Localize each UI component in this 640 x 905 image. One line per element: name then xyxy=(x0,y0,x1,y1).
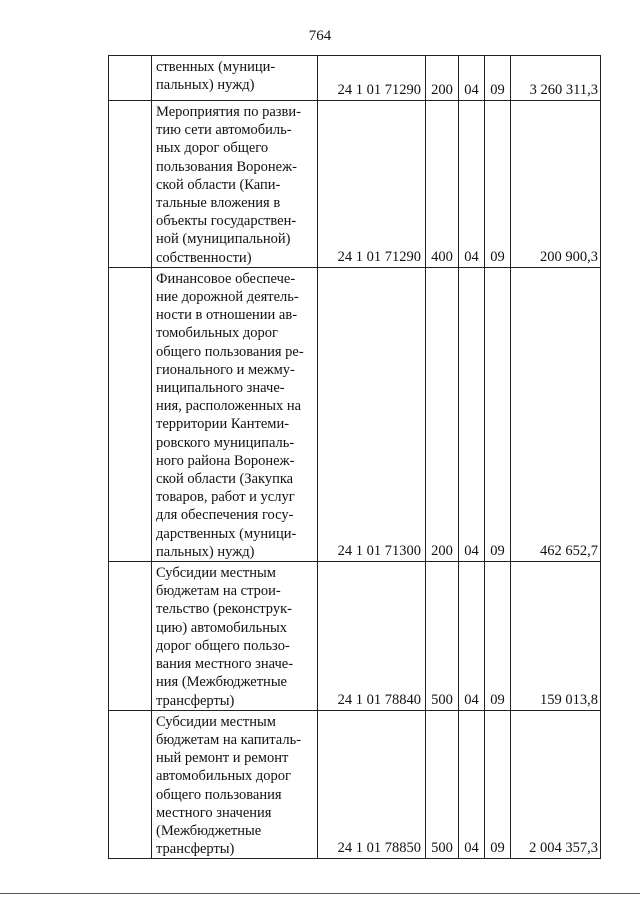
table-row xyxy=(109,56,601,101)
table-row xyxy=(109,710,601,859)
expense-type-code: 400 xyxy=(426,101,459,268)
row-number-cell xyxy=(109,562,152,711)
row-description: Мероприятия по разви- тию сети автомобиль- ных дорог общего пользования Воронеж- ской области (Капи- тальные вложения в объекты государствен- ной (муниципальной) собственности) xyxy=(152,101,318,268)
expense-type-code: 200 xyxy=(426,56,459,101)
amount-value: 462 652,7 xyxy=(511,267,601,561)
section-code: 04 xyxy=(459,710,485,859)
row-description: Субсидии местным бюджетам на капиталь- ный ремонт и ремонт автомобильных дорог общего пользования местного значения (Межбюджетные трансферты) xyxy=(152,710,318,859)
section-code: 04 xyxy=(459,101,485,268)
expense-type-code: 500 xyxy=(426,710,459,859)
subsection-code: 09 xyxy=(485,710,511,859)
target-article-code: 24 1 01 71290 xyxy=(318,101,426,268)
target-article-code: 24 1 01 78850 xyxy=(318,710,426,859)
amount-value: 159 013,8 xyxy=(511,562,601,711)
page-number: 764 xyxy=(308,28,332,44)
page-bottom-divider xyxy=(0,893,640,894)
subsection-code: 09 xyxy=(485,562,511,711)
section-code: 04 xyxy=(459,56,485,101)
table-row xyxy=(109,101,601,268)
amount-value: 2 004 357,3 xyxy=(511,710,601,859)
row-number-cell xyxy=(109,101,152,268)
target-article-code: 24 1 01 71290 xyxy=(318,56,426,101)
row-number-cell xyxy=(109,56,152,101)
target-article-code: 24 1 01 78840 xyxy=(318,562,426,711)
budget-table xyxy=(108,55,601,859)
table-row xyxy=(109,267,601,561)
row-description: ственных (муници- пальных) нужд) xyxy=(152,56,318,101)
amount-value: 200 900,3 xyxy=(511,101,601,268)
table-row xyxy=(109,562,601,711)
subsection-code: 09 xyxy=(485,267,511,561)
row-number-cell xyxy=(109,267,152,561)
section-code: 04 xyxy=(459,562,485,711)
row-number-cell xyxy=(109,710,152,859)
target-article-code: 24 1 01 71300 xyxy=(318,267,426,561)
section-code: 04 xyxy=(459,267,485,561)
expense-type-code: 500 xyxy=(426,562,459,711)
row-description: Субсидии местным бюджетам на строи- тельство (реконструк- цию) автомобильных дорог общего пользо- вания местного значе- ния (Межбюджетные трансферты) xyxy=(152,562,318,711)
expense-type-code: 200 xyxy=(426,267,459,561)
subsection-code: 09 xyxy=(485,56,511,101)
amount-value: 3 260 311,3 xyxy=(511,56,601,101)
subsection-code: 09 xyxy=(485,101,511,268)
row-description: Финансовое обеспече- ние дорожной деятель- ности в отношении ав- томобильных дорог общего пользования ре- гионального и межму- ниципального значе- ния, расположенных на территории Кантеми- ровского муниципаль- ного района Воронеж- ской области (Закупка товаров, работ и услуг для обеспечения госу- дарственных (муници- пальных) нужд) xyxy=(152,267,318,561)
